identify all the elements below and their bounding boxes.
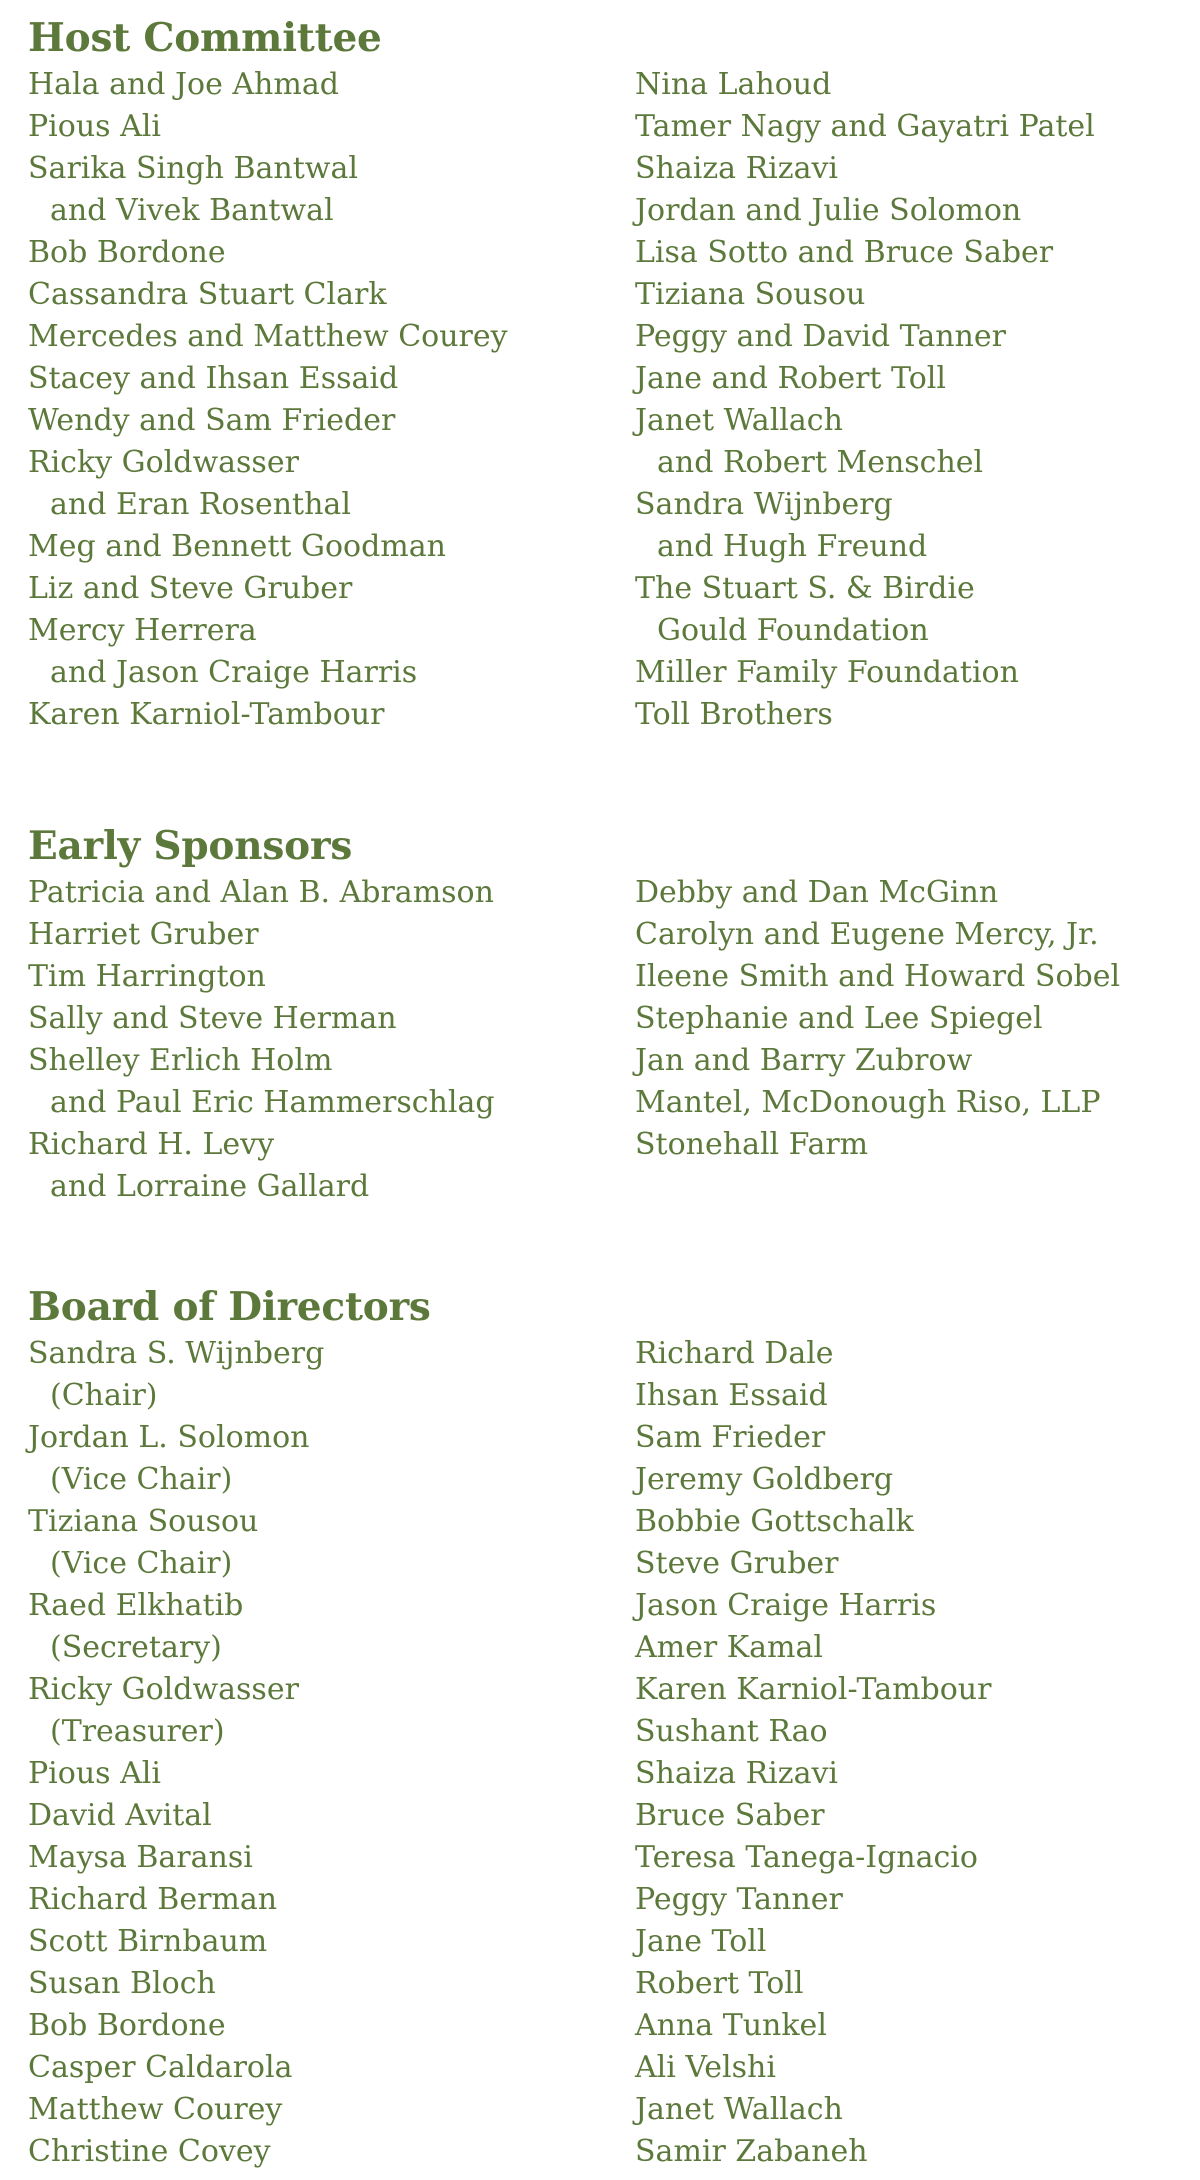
list-item: Sarika Singh Bantwal: [28, 151, 358, 186]
list-item: Bobbie Gottschalk: [635, 1504, 914, 1539]
list-item: Janet Wallach: [635, 2092, 843, 2127]
list-item: Christine Covey: [28, 2134, 271, 2169]
list-item: Sushant Rao: [635, 1714, 828, 1749]
list-item: Richard Dale: [635, 1336, 834, 1371]
list-item: and Paul Eric Hammerschlag: [50, 1085, 495, 1120]
list-item: Shaiza Rizavi: [635, 1756, 838, 1791]
host-committee-column-right: [635, 64, 1180, 736]
list-item: Nina Lahoud: [635, 67, 832, 102]
list-item: Bruce Saber: [635, 1798, 825, 1833]
list-item: Tim Harrington: [28, 959, 266, 994]
list-item: Jordan and Julie Solomon: [635, 193, 1022, 228]
list-item: (Treasurer): [50, 1714, 225, 1749]
list-item: Maysa Baransi: [28, 1840, 253, 1875]
list-item: (Chair): [50, 1378, 158, 1413]
list-item: Ricky Goldwasser: [28, 445, 299, 480]
section-title-board-of-directors: Board of Directors: [28, 1284, 431, 1330]
list-item: Mercy Herrera: [28, 613, 257, 648]
list-item: The Stuart S. & Birdie: [635, 571, 975, 606]
list-item: Shelley Erlich Holm: [28, 1043, 333, 1078]
list-item: Janet Wallach: [635, 403, 843, 438]
list-item: Tamer Nagy and Gayatri Patel: [635, 109, 1095, 144]
list-item: David Avital: [28, 1798, 212, 1833]
section-host-committee: [28, 14, 1180, 736]
list-item: (Vice Chair): [50, 1546, 233, 1581]
board-of-directors-column-left: [28, 1333, 635, 2173]
section-board-of-directors: [28, 1283, 1180, 2173]
list-item: Wendy and Sam Frieder: [28, 403, 396, 438]
list-item: Robert Toll: [635, 1966, 804, 2001]
list-item: Cassandra Stuart Clark: [28, 277, 387, 312]
list-item: Mantel, McDonough Riso, LLP: [635, 1085, 1101, 1120]
list-item: Jordan L. Solomon: [28, 1420, 310, 1455]
list-item: Meg and Bennett Goodman: [28, 529, 446, 564]
list-item: Jeremy Goldberg: [635, 1462, 894, 1497]
list-item: and Robert Menschel: [657, 445, 984, 480]
list-item: Steve Gruber: [635, 1546, 839, 1581]
list-item: Samir Zabaneh: [635, 2134, 868, 2169]
list-item: Anna Tunkel: [635, 2008, 827, 2043]
list-item: Mercedes and Matthew Courey: [28, 319, 508, 354]
host-committee-columns: [28, 64, 1180, 736]
list-item: Bob Bordone: [28, 235, 226, 270]
board-of-directors-columns: [28, 1333, 1180, 2173]
list-item: Jane Toll: [635, 1924, 767, 1959]
list-item: (Secretary): [50, 1630, 222, 1665]
section-early-sponsors: [28, 822, 1180, 1208]
list-item: Tiziana Sousou: [28, 1504, 259, 1539]
list-item: and Eran Rosenthal: [50, 487, 351, 522]
list-item: Stephanie and Lee Spiegel: [635, 1001, 1043, 1036]
list-item: Hala and Joe Ahmad: [28, 67, 339, 102]
list-item: and Vivek Bantwal: [50, 193, 334, 228]
list-item: Gould Foundation: [657, 613, 929, 648]
list-item: Scott Birnbaum: [28, 1924, 268, 1959]
list-item: Susan Bloch: [28, 1966, 216, 2001]
host-committee-column-left: [28, 64, 635, 736]
list-item: Jason Craige Harris: [635, 1588, 937, 1623]
list-item: Sandra Wijnberg: [635, 487, 893, 522]
list-item: Miller Family Foundation: [635, 655, 1019, 690]
list-item: and Hugh Freund: [657, 529, 928, 564]
list-item: and Lorraine Gallard: [50, 1169, 370, 1204]
list-item: Harriet Gruber: [28, 917, 259, 952]
list-item: Pious Ali: [28, 1756, 161, 1791]
early-sponsors-column-left: [28, 872, 635, 1208]
list-item: Amer Kamal: [635, 1630, 823, 1665]
list-item: Pious Ali: [28, 109, 161, 144]
list-item: Tiziana Sousou: [635, 277, 866, 312]
list-item: Richard Berman: [28, 1882, 278, 1917]
list-item: Sam Frieder: [635, 1420, 826, 1455]
list-item: Ihsan Essaid: [635, 1378, 828, 1413]
list-item: Teresa Tanega-Ignacio: [635, 1840, 978, 1875]
list-item: Stacey and Ihsan Essaid: [28, 361, 399, 396]
list-item: Lisa Sotto and Bruce Saber: [635, 235, 1054, 270]
list-item: Karen Karniol-Tambour: [635, 1672, 992, 1707]
list-item: Richard H. Levy: [28, 1127, 275, 1162]
board-of-directors-column-right: [635, 1333, 1180, 2173]
list-item: Bob Bordone: [28, 2008, 226, 2043]
list-item: Raed Elkhatib: [28, 1588, 244, 1623]
list-item: Ricky Goldwasser: [28, 1672, 299, 1707]
list-item: Jane and Robert Toll: [635, 361, 946, 396]
list-item: Sandra S. Wijnberg: [28, 1336, 325, 1371]
list-item: Karen Karniol-Tambour: [28, 697, 385, 732]
list-item: and Jason Craige Harris: [50, 655, 418, 690]
early-sponsors-columns: [28, 872, 1180, 1208]
list-item: Debby and Dan McGinn: [635, 875, 999, 910]
list-item: Stonehall Farm: [635, 1127, 869, 1162]
list-item: Shaiza Rizavi: [635, 151, 838, 186]
list-item: Patricia and Alan B. Abramson: [28, 875, 494, 910]
list-item: Peggy and David Tanner: [635, 319, 1006, 354]
list-item: Jan and Barry Zubrow: [635, 1043, 973, 1078]
list-item: Carolyn and Eugene Mercy, Jr.: [635, 917, 1099, 952]
list-item: Sally and Steve Herman: [28, 1001, 397, 1036]
list-item: Ileene Smith and Howard Sobel: [635, 959, 1121, 994]
list-item: Toll Brothers: [635, 697, 833, 732]
list-item: Ali Velshi: [635, 2050, 776, 2085]
list-item: Matthew Courey: [28, 2092, 283, 2127]
early-sponsors-column-right: [635, 872, 1180, 1208]
list-item: Casper Caldarola: [28, 2050, 293, 2085]
list-item: Peggy Tanner: [635, 1882, 843, 1917]
list-item: (Vice Chair): [50, 1462, 233, 1497]
section-title-early-sponsors: Early Sponsors: [28, 823, 353, 869]
section-title-host-committee: Host Committee: [28, 15, 382, 61]
list-item: Liz and Steve Gruber: [28, 571, 353, 606]
